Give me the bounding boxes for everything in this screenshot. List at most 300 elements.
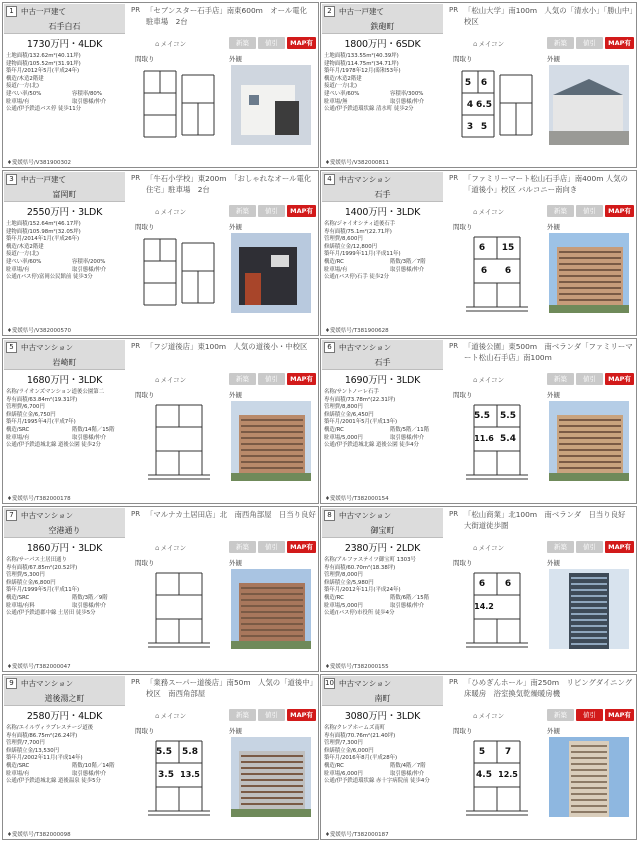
detail-value: 接道/一方(北) — [324, 83, 357, 90]
detail-row — [6, 419, 132, 427]
detail-row — [324, 68, 450, 76]
detail-value: 名称/アルファステイツ御宝町 1303号 — [324, 557, 416, 563]
catch-copy: 「松山商業」北100m 南ベランダ 日当り良好 大街道徒歩圏 — [464, 510, 633, 530]
detail-value: 公通/伊予鉄道城北線 道後温泉 徒歩5分 — [6, 778, 101, 785]
exterior-label: 外観 — [547, 391, 560, 399]
listing-number: 9 — [6, 678, 17, 689]
detail-row — [6, 53, 132, 61]
pr-label: PR — [449, 6, 459, 14]
floorplan-drawing — [138, 569, 220, 649]
floorplan[interactable] — [456, 737, 538, 817]
property-area: 道後湯之町 — [44, 694, 85, 703]
detail-row — [6, 587, 132, 595]
pr-label: PR — [449, 510, 459, 518]
floorplan-drawing — [456, 233, 538, 313]
property-details — [324, 221, 450, 282]
detail-value: 築年月/2002年11月(平成14年) — [6, 755, 83, 762]
detail-value: 築年月/1999年11月(平成11年) — [324, 251, 401, 258]
room-size-label: 7 — [504, 747, 512, 757]
detail-row — [324, 404, 450, 412]
detail-value: 構造/SRC — [6, 594, 30, 601]
agent-icon-label: ⌂ メイコン — [473, 375, 504, 384]
detail-value: 修繕積立金/6,450円 — [324, 411, 374, 418]
detail-value: 階数/14階／15階 — [72, 426, 115, 433]
detail-value: 修繕積立金/13,530円 — [6, 747, 60, 754]
detail-value: 取引態様/仲介 — [72, 98, 107, 105]
room-size-label: 6 — [478, 243, 486, 253]
property-area: 石手白石 — [48, 22, 81, 31]
detail-row — [6, 595, 132, 603]
room-size-label: 11.6 — [474, 434, 494, 443]
price-cut-badge: 値引 — [576, 37, 603, 49]
detail-value: 名称/サーパス土居田通り — [6, 557, 67, 563]
detail-value: 専有面積/75.1m²(22.71坪) — [324, 228, 392, 235]
listing-card[interactable] — [320, 170, 637, 336]
detail-value: 修繕積立金/5,980円 — [324, 579, 374, 586]
listing-card[interactable] — [320, 506, 637, 672]
detail-value: 構造/RC — [324, 426, 344, 433]
room-size-label: 5 — [478, 747, 486, 757]
pr-label: PR — [131, 678, 141, 686]
exterior-photo — [549, 569, 629, 649]
detail-row — [324, 442, 450, 450]
price-cut-badge: 値引 — [576, 205, 603, 217]
detail-value: 専有面積/60.70m²(18.38坪) — [324, 564, 396, 571]
detail-row — [6, 755, 132, 763]
floorplan[interactable] — [456, 569, 538, 649]
detail-row — [6, 389, 132, 397]
listing-number: 10 — [325, 679, 334, 687]
detail-value: 築年月/1999年5月(平成11年) — [6, 587, 80, 594]
detail-row — [324, 587, 450, 595]
exterior-photo — [231, 65, 311, 145]
map-badge[interactable]: MAP有 — [605, 541, 634, 553]
detail-row — [6, 763, 132, 771]
detail-value: 駐車場/6,000円 — [324, 770, 363, 777]
new-badge: 新築 — [229, 37, 256, 49]
room-size-label: 5 — [464, 78, 472, 88]
room-size-label: 5.5 — [500, 411, 516, 421]
listing-card[interactable] — [2, 2, 319, 168]
property-type: 中古マンション — [339, 511, 392, 520]
floorplan-label: 間取り — [135, 559, 155, 567]
listing-header — [4, 676, 125, 706]
listing-number: 7 — [6, 510, 17, 521]
detail-row — [324, 610, 450, 618]
map-badge[interactable]: MAP有 — [287, 373, 316, 385]
room-size-label: 4 — [466, 100, 474, 110]
floorplan[interactable] — [138, 65, 220, 145]
property-details — [324, 557, 450, 618]
detail-value: 容積率/300% — [390, 90, 424, 97]
exterior-image[interactable] — [549, 401, 629, 481]
detail-value: 築年月/2001年5月(平成13年) — [324, 419, 398, 426]
listing-header — [322, 4, 443, 34]
room-size-label: 12.5 — [498, 770, 518, 779]
detail-row — [6, 557, 132, 565]
reference-number: ♦愛媛県号/V382000570 — [7, 328, 72, 334]
detail-value: 土地面積/132.62m²(40.11坪) — [6, 53, 81, 59]
exterior-image[interactable] — [231, 65, 311, 145]
room-size-label: 4.5 — [476, 770, 492, 780]
listing-number: 5 — [6, 342, 17, 353]
detail-value: 専有面積/63.84m²(19.31坪) — [6, 396, 78, 403]
detail-value: 駐車場/5,000円 — [324, 434, 363, 441]
price-cut-badge: 値引 — [258, 205, 285, 217]
map-badge[interactable]: MAP有 — [287, 37, 316, 49]
property-type: 中古マンション — [339, 175, 392, 184]
detail-row — [6, 106, 132, 114]
room-size-label: 15 — [501, 243, 515, 253]
detail-value: 築年月/1978年12月(昭和53年) — [324, 68, 401, 75]
detail-value: 取引態様/仲介 — [72, 602, 107, 609]
floorplan-label: 間取り — [135, 223, 155, 231]
detail-value: 駐車場/有料 — [6, 602, 35, 609]
detail-row — [6, 259, 132, 267]
exterior-label: 外観 — [229, 223, 242, 231]
listing-card[interactable] — [2, 338, 319, 504]
price-layout: 1800万円・6SDK — [344, 39, 421, 50]
new-badge: 新築 — [547, 709, 574, 721]
property-type: 中古マンション — [21, 679, 74, 688]
detail-value: 階数/10階／14階 — [72, 762, 115, 769]
detail-value: 名称/サントノーレ石手 — [324, 389, 379, 395]
agent-icon-label: ⌂ メイコン — [155, 39, 186, 48]
floorplan-drawing — [138, 233, 220, 313]
reference-number: ♦愛媛県号/V382000811 — [325, 160, 390, 166]
price-layout: 3080万円・3LDK — [344, 711, 421, 722]
floorplan[interactable] — [456, 401, 538, 481]
detail-row — [324, 427, 450, 435]
catch-copy: 「道後公園」東500m 南ベランダ「ファミリーマート松山石手店」南100m — [464, 342, 633, 362]
detail-row — [6, 740, 132, 748]
listing-header — [322, 172, 443, 202]
floorplan-drawing — [138, 737, 220, 817]
detail-value: 名称/クレアホームズ南町 — [324, 725, 386, 731]
floorplan[interactable] — [456, 233, 538, 313]
price-layout: 2380万円・2LDK — [344, 543, 421, 554]
exterior-image[interactable] — [549, 233, 629, 313]
exterior-image[interactable] — [549, 569, 629, 649]
detail-value: 築年月/2014年1月(平成26年) — [6, 236, 80, 243]
detail-row — [6, 610, 132, 618]
detail-row — [324, 419, 450, 427]
detail-value: 建物面積/114.75m²(34.71坪) — [324, 60, 399, 67]
pr-label: PR — [131, 510, 141, 518]
detail-value: 名称/ライオンズマンション道後公園第二 — [6, 389, 105, 395]
detail-value: 取引態様/仲介 — [72, 434, 107, 441]
property-type: 中古一戸建て — [339, 7, 384, 16]
exterior-photo — [231, 233, 311, 313]
exterior-label: 外観 — [547, 55, 560, 63]
room-size-label: 5.5 — [474, 411, 490, 421]
floorplan[interactable] — [138, 569, 220, 649]
property-details — [6, 557, 132, 618]
listing-header — [4, 508, 125, 538]
catch-copy: 「セブンスター石手店」南東600m オール電化 駐車場 2台 — [146, 6, 315, 26]
property-type: 中古マンション — [339, 343, 392, 352]
map-badge[interactable]: MAP有 — [605, 709, 634, 721]
floorplan-drawing — [138, 65, 220, 145]
detail-value: 取引態様/仲介 — [390, 770, 425, 777]
property-area: 空港通り — [48, 526, 81, 535]
detail-value: 専有面積/86.75m²(26.24坪) — [6, 732, 78, 739]
catch-copy: 「牛石小学校」東200m 「おしゃれなオール電化住宅」駐車場 2台 — [146, 174, 312, 194]
property-type: 中古マンション — [21, 343, 74, 352]
detail-row — [324, 725, 450, 733]
listing-card[interactable] — [320, 2, 637, 168]
room-size-label: 6 — [478, 579, 486, 589]
exterior-photo — [231, 737, 311, 817]
listing-card[interactable] — [2, 506, 319, 672]
reference-number: ♦愛媛県号/T382000154 — [325, 496, 389, 502]
detail-value: 管理費/5,300円 — [6, 572, 45, 579]
listing-header — [322, 340, 443, 370]
floorplan-label: 間取り — [453, 223, 473, 231]
room-size-label: 5.8 — [182, 747, 198, 757]
reference-number: ♦愛媛県号/T382000047 — [7, 664, 71, 670]
detail-value: 名称/エイルヴィラプレステージ道後 — [6, 725, 94, 731]
property-type: 中古一戸建て — [21, 7, 66, 16]
detail-row — [6, 572, 132, 580]
detail-row — [324, 106, 450, 114]
listing-number: 8 — [324, 510, 335, 521]
detail-value: 公通/伊予鉄道バス停 徒歩11分 — [6, 106, 82, 113]
agent-icon-label: ⌂ メイコン — [155, 543, 186, 552]
room-size-label: 3.5 — [158, 770, 174, 780]
detail-value: 構造/RC — [324, 762, 344, 769]
reference-number: ♦愛媛県号/T382000155 — [325, 664, 389, 670]
detail-value: 建ぺい率/60% — [324, 90, 360, 97]
detail-value: 名称/ジャイオシティ道後石手 — [324, 221, 396, 227]
detail-value: 築年月/2016年8月(平成28年) — [324, 755, 398, 762]
detail-value: 階数/3階／7階 — [390, 258, 426, 265]
detail-value: 接道/一方(北) — [6, 83, 39, 90]
detail-value: 公通/(バス停)石手 徒歩2分 — [324, 274, 390, 281]
detail-value: 駐車場/有 — [6, 98, 30, 105]
property-type: 中古マンション — [339, 679, 392, 688]
floorplan-drawing — [456, 569, 538, 649]
price-layout: 2580万円・4LDK — [26, 711, 103, 722]
floorplan-drawing — [138, 401, 220, 481]
detail-value: 建ぺい率/60% — [6, 258, 42, 265]
detail-value: 公通/伊予鉄道郡中線 土居田 徒歩5分 — [6, 610, 96, 617]
new-badge: 新築 — [229, 541, 256, 553]
catch-copy: 「ファミリーマート松山石手店」南400m 人気の「道後小」校区 バルコニー南向き — [464, 174, 628, 194]
room-size-label: 3 — [466, 122, 474, 132]
detail-value: 容積率/80% — [72, 90, 102, 97]
detail-row — [6, 725, 132, 733]
detail-row — [324, 53, 450, 61]
floorplan-label: 間取り — [453, 55, 473, 63]
detail-value: 公通/伊予鉄道環状線 赤十字病院前 徒歩4分 — [324, 778, 430, 785]
detail-row — [324, 572, 450, 580]
detail-row — [324, 778, 450, 786]
detail-row — [324, 557, 450, 565]
detail-value: 構造/木造2階建 — [6, 243, 44, 250]
listing-number: 3 — [6, 174, 17, 185]
new-badge: 新築 — [229, 205, 256, 217]
floorplan[interactable] — [138, 233, 220, 313]
detail-value: 駐車場/有 — [324, 266, 348, 273]
price-cut-badge: 値引 — [258, 373, 285, 385]
property-area: 鉄砲町 — [370, 22, 395, 31]
room-size-label: 14.2 — [474, 602, 494, 611]
pr-label: PR — [449, 678, 459, 686]
room-size-label: 6 — [504, 579, 512, 589]
exterior-label: 外観 — [547, 727, 560, 735]
detail-value: 構造/RC — [324, 258, 344, 265]
floorplan-drawing — [456, 401, 538, 481]
detail-row — [6, 404, 132, 412]
property-type: 中古マンション — [21, 511, 74, 520]
detail-value: 管理費/8,600円 — [324, 236, 363, 243]
detail-value: 管理費/8,800円 — [324, 404, 363, 411]
detail-value: 管理費/8,000円 — [324, 572, 363, 579]
listing-card[interactable] — [2, 674, 319, 840]
property-area: 富岡町 — [52, 190, 77, 199]
detail-row — [6, 68, 132, 76]
price-cut-badge: 値引 — [576, 373, 603, 385]
detail-value: 取引態様/仲介 — [390, 98, 425, 105]
detail-row — [324, 274, 450, 282]
exterior-image[interactable] — [231, 737, 311, 817]
exterior-image[interactable] — [549, 65, 629, 145]
detail-value: 取引態様/仲介 — [72, 770, 107, 777]
floorplan-drawing — [456, 737, 538, 817]
new-badge: 新築 — [229, 373, 256, 385]
listing-number: 4 — [324, 174, 335, 185]
exterior-photo — [549, 233, 629, 313]
detail-value: 土地面積/133.55m²(40.39坪) — [324, 53, 399, 59]
exterior-photo — [231, 569, 311, 649]
room-size-label: 5 — [480, 122, 488, 132]
reference-number: ♦愛媛県号/T382000178 — [7, 496, 71, 502]
detail-row — [324, 251, 450, 259]
detail-row — [6, 236, 132, 244]
detail-value: 修繕積立金/6,750円 — [6, 411, 56, 418]
detail-value: 取引態様/仲介 — [390, 266, 425, 273]
agent-icon-label: ⌂ メイコン — [155, 375, 186, 384]
listing-number: 1 — [6, 6, 17, 17]
pr-label: PR — [131, 174, 141, 182]
price-cut-badge: 値引 — [576, 709, 603, 721]
map-badge[interactable]: MAP有 — [605, 205, 634, 217]
price-layout: 2550万円・3LDK — [26, 207, 103, 218]
map-badge[interactable]: MAP有 — [605, 373, 634, 385]
floorplan[interactable] — [456, 65, 538, 145]
floorplan[interactable] — [138, 401, 220, 481]
detail-value: 専有面積/70.76m²(21.40坪) — [324, 732, 396, 739]
floorplan-label: 間取り — [453, 391, 473, 399]
detail-value: 取引態様/仲介 — [390, 602, 425, 609]
detail-row — [324, 755, 450, 763]
exterior-image[interactable] — [231, 401, 311, 481]
listing-header — [4, 4, 125, 34]
pr-label: PR — [131, 342, 141, 350]
price-layout: 1680万円・3LDK — [26, 375, 103, 386]
detail-value: 専有面積/67.85m²(20.52坪) — [6, 564, 78, 571]
reference-number: ♦愛媛県号/V381900302 — [7, 160, 72, 166]
detail-row — [6, 83, 132, 91]
exterior-image[interactable] — [231, 233, 311, 313]
detail-value: 接道/一方(北) — [6, 251, 39, 258]
listing-number: 2 — [324, 6, 335, 17]
detail-value: 駐車場/無 — [324, 98, 348, 105]
new-badge: 新築 — [547, 37, 574, 49]
map-badge[interactable]: MAP有 — [287, 541, 316, 553]
property-details — [324, 725, 450, 786]
price-layout: 1860万円・3LDK — [26, 543, 103, 554]
exterior-image[interactable] — [549, 737, 629, 817]
agent-icon-label: ⌂ メイコン — [473, 711, 504, 720]
detail-value: 修繕積立金/6,800円 — [6, 579, 56, 586]
listing-card[interactable] — [320, 338, 637, 504]
listing-card[interactable] — [320, 674, 637, 840]
pr-label: PR — [449, 342, 459, 350]
catch-copy: 「フジ道後店」東100m 人気の道後小・中校区 — [146, 342, 308, 351]
price-layout: 1400万円・3LDK — [344, 207, 421, 218]
listing-number: 6 — [324, 342, 335, 353]
detail-value: 構造/木造2階建 — [6, 75, 44, 82]
new-badge: 新築 — [229, 709, 256, 721]
price-cut-badge: 値引 — [258, 709, 285, 721]
detail-value: 駐車場/有 — [6, 770, 30, 777]
detail-value: 構造/SRC — [6, 762, 30, 769]
exterior-label: 外観 — [229, 55, 242, 63]
detail-value: 建ぺい率/50% — [6, 90, 42, 97]
detail-value: 管理費/7,300円 — [324, 740, 363, 747]
detail-value: 修繕積立金/6,000円 — [324, 747, 374, 754]
property-type: 中古一戸建て — [21, 175, 66, 184]
agent-icon-label: ⌂ メイコン — [473, 543, 504, 552]
reference-number: ♦愛媛県号/T381900628 — [325, 328, 389, 334]
exterior-label: 外観 — [229, 391, 242, 399]
price-cut-badge: 値引 — [258, 541, 285, 553]
exterior-image[interactable] — [231, 569, 311, 649]
detail-value: 階数/6階／15階 — [390, 594, 430, 601]
property-details — [6, 221, 132, 282]
property-details — [324, 389, 450, 450]
floorplan-drawing — [456, 65, 538, 145]
detail-value: 築年月/2012年11月(平成24年) — [324, 587, 401, 594]
detail-value: 建物面積/105.98m²(32.05坪) — [6, 228, 81, 235]
detail-value: 階数/5階／11階 — [390, 426, 430, 433]
exterior-photo — [549, 737, 629, 817]
detail-row — [6, 427, 132, 435]
detail-row — [324, 389, 450, 397]
map-badge[interactable]: MAP有 — [287, 205, 316, 217]
floorplan[interactable] — [138, 737, 220, 817]
map-badge[interactable]: MAP有 — [605, 37, 634, 49]
catch-copy: 「ひめぎんホール」南250m リビングダイニング床暖房 浴室換気乾燥暖房機 — [464, 678, 633, 698]
detail-row — [6, 778, 132, 786]
detail-row — [6, 91, 132, 99]
detail-value: 駐車場/有 — [6, 434, 30, 441]
detail-row — [324, 91, 450, 99]
reference-number: ♦愛媛県号/T382000187 — [325, 832, 389, 838]
detail-row — [324, 740, 450, 748]
detail-row — [6, 442, 132, 450]
detail-row — [324, 236, 450, 244]
detail-value: 築年月/2012年5月(平成24年) — [6, 68, 80, 75]
new-badge: 新築 — [547, 205, 574, 217]
exterior-photo — [549, 65, 629, 145]
listing-card[interactable] — [2, 170, 319, 336]
detail-value: 構造/RC — [324, 594, 344, 601]
map-badge[interactable]: MAP有 — [287, 709, 316, 721]
detail-value: 公通/(バス停)市役所 徒歩4分 — [324, 610, 395, 617]
